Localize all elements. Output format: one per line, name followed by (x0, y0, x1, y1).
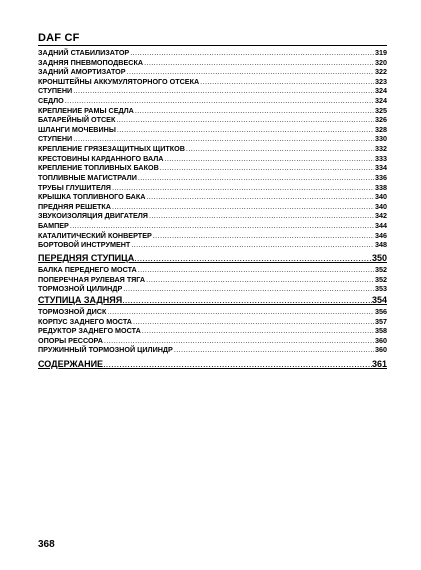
toc-entry-page: 356 (375, 307, 387, 316)
section-page: 354 (371, 295, 387, 305)
toc-entry[interactable] (38, 231, 387, 241)
toc-entry-page: 352 (375, 274, 387, 284)
leader-dots (200, 77, 374, 87)
toc-entry-page: 324 (375, 96, 387, 106)
toc-entry[interactable] (38, 58, 387, 68)
toc-entry-label: ТРУБЫ ГЛУШИТЕЛЯ (38, 182, 111, 192)
toc-entry[interactable] (38, 67, 387, 77)
toc-entry[interactable] (38, 86, 387, 96)
toc-entry[interactable] (38, 211, 387, 221)
toc-entry-page: 319 (375, 48, 387, 57)
toc-entry[interactable] (38, 221, 387, 231)
leader-dots (174, 345, 374, 355)
leader-dots (73, 86, 374, 96)
toc-entry[interactable] (38, 125, 387, 135)
toc-entry[interactable] (38, 275, 387, 285)
toc-entry-label: ТОПЛИВНЫЕ МАГИСТРАЛИ (38, 172, 137, 182)
toc-entry[interactable] (38, 336, 387, 346)
toc-entry-label: ПРУЖИННЫЙ ТОРМОЗНОЙ ЦИЛИНДР (38, 345, 173, 355)
toc-entry-page: 358 (375, 326, 387, 336)
leader-dots (123, 284, 374, 294)
leader-dots (153, 231, 374, 241)
toc-entry-label: БАЛКА ПЕРЕДНЕГО МОСТА (38, 265, 137, 274)
toc-entry[interactable] (38, 183, 387, 193)
leader-dots (149, 211, 374, 221)
leader-dots (146, 275, 374, 285)
leader-dots (104, 336, 374, 346)
toc-entry[interactable] (38, 144, 387, 154)
section-title: ПЕРЕДНЯЯ СТУПИЦА (38, 253, 135, 263)
section-page: 361 (371, 359, 387, 369)
toc-entry[interactable] (38, 192, 387, 202)
toc-entry-page: 340 (375, 192, 387, 202)
toc-entry-page: 360 (375, 345, 387, 355)
toc-entry[interactable] (38, 317, 387, 327)
toc-entry-label: ЗВУКОИЗОЛЯЦИЯ ДВИГАТЕЛЯ (38, 211, 148, 221)
toc-entry-page: 342 (375, 211, 387, 221)
toc-entry[interactable] (38, 173, 387, 183)
toc-entry-label: КРЕПЛЕНИЕ ГРЯЗЕЗАЩИТНЫХ ЩИТКОВ (38, 144, 185, 154)
toc-entry-page: 353 (375, 284, 387, 294)
toc-entry[interactable] (38, 115, 387, 125)
leader-dots (112, 183, 374, 193)
leader-dots (65, 96, 374, 106)
toc-entry-label: ПОПЕРЕЧНАЯ РУЛЕВАЯ ТЯГА (38, 274, 146, 284)
page-number: 368 (38, 539, 55, 550)
toc-entry-label: СТУПЕНИ (38, 134, 73, 144)
leader-dots (135, 106, 374, 116)
toc-section-front (38, 253, 387, 294)
leader-dots (138, 265, 374, 275)
section-title: СОДЕРЖАНИЕ (38, 359, 104, 369)
toc-entry[interactable] (38, 202, 387, 212)
toc-entry[interactable] (38, 307, 387, 317)
header-rule (38, 45, 387, 46)
toc-entry-label: РЕДУКТОР ЗАДНЕГО МОСТА (38, 326, 141, 336)
toc-section-contents (38, 359, 387, 370)
section-page: 350 (371, 253, 387, 263)
toc-entry-label: КРЕПЛЕНИЕ ТОПЛИВНЫХ БАКОВ (38, 163, 159, 173)
toc-entry-label: КРЕСТОВИНЫ КАРДАННОГО ВАЛА (38, 153, 164, 163)
toc-entry[interactable] (38, 134, 387, 144)
toc-section-rear (38, 295, 387, 355)
leader-dots (131, 240, 374, 250)
toc-entry-label: ПРЕДНЯЯ РЕШЕТКА (38, 201, 111, 211)
toc-entry-label: КОРПУС ЗАДНЕГО МОСТА (38, 316, 132, 326)
leader-dots (130, 48, 374, 58)
section-rear-items (38, 307, 387, 355)
toc-entry-page: 333 (375, 153, 387, 163)
toc-entry-page: 344 (375, 220, 387, 230)
section-heading-rear[interactable] (38, 295, 387, 306)
section-heading-contents[interactable] (38, 359, 387, 370)
toc-entry-page: 324 (375, 86, 387, 96)
toc-entry-label: ТОРМОЗНОЙ ДИСК (38, 307, 107, 316)
leader-dots (122, 295, 372, 306)
toc-entry[interactable] (38, 77, 387, 87)
toc-entry-page: 325 (375, 105, 387, 115)
leader-dots (164, 154, 374, 164)
toc-entry-label: КАТАЛИТИЧЕСКИЙ КОНВЕРТЕР (38, 230, 152, 240)
leader-dots (160, 163, 374, 173)
leader-dots (134, 253, 372, 264)
leader-dots (142, 326, 374, 336)
toc-entry-page: 360 (375, 335, 387, 345)
toc-entry-page: 326 (375, 115, 387, 125)
toc-entry[interactable] (38, 154, 387, 164)
leader-dots (186, 144, 374, 154)
toc-entry[interactable] (38, 326, 387, 336)
toc-entry-page: 334 (375, 163, 387, 173)
leader-dots (138, 173, 374, 183)
toc-entry-page: 340 (375, 201, 387, 211)
toc-entry[interactable] (38, 48, 387, 58)
toc-main-list (38, 48, 387, 250)
section-heading-front[interactable] (38, 253, 387, 264)
toc-entry-page: 352 (375, 265, 387, 274)
toc-entry-page: 336 (375, 172, 387, 182)
toc-entry[interactable] (38, 345, 387, 355)
toc-entry-label: ШЛАНГИ МОЧЕВИНЫ (38, 124, 116, 134)
toc-entry-label: ОПОРЫ РЕССОРА (38, 335, 103, 345)
toc-entry-page: 338 (375, 182, 387, 192)
toc-entry-label: КРОНШТЕЙНЫ АККУМУЛЯТОРНОГО ОТСЕКА (38, 76, 200, 86)
leader-dots (117, 125, 374, 135)
toc-entry-label: КРЫШКА ТОПЛИВНОГО БАКА (38, 192, 146, 202)
leader-dots (112, 202, 374, 212)
leader-dots (133, 317, 374, 327)
document-title: DAF CF (38, 32, 80, 44)
leader-dots (146, 192, 374, 202)
toc-entry-label: ЗАДНЯЯ ПНЕВМОПОДВЕСКА (38, 57, 144, 67)
leader-dots (107, 307, 374, 317)
toc-entry[interactable] (38, 240, 387, 250)
toc-entry-page: 346 (375, 230, 387, 240)
toc-entry[interactable] (38, 96, 387, 106)
toc-entry[interactable] (38, 265, 387, 275)
leader-dots (144, 58, 374, 68)
toc-entry-page: 328 (375, 124, 387, 134)
leader-dots (116, 115, 374, 125)
toc-entry-page: 330 (375, 134, 387, 144)
toc-entry-page: 320 (375, 57, 387, 67)
toc-entry[interactable] (38, 106, 387, 116)
section-front-items (38, 265, 387, 294)
section-title: СТУПИЦА ЗАДНЯЯ (38, 295, 123, 305)
toc-entry-page: 323 (375, 76, 387, 86)
leader-dots (70, 221, 374, 231)
toc-entry-page: 348 (375, 240, 387, 250)
toc-entry-page: 332 (375, 144, 387, 154)
toc-entry-label: БАТАРЕЙНЫЙ ОТСЕК (38, 115, 116, 125)
leader-dots (103, 359, 372, 370)
toc-entry[interactable] (38, 163, 387, 173)
toc-entry-label: ТОРМОЗНОЙ ЦИЛИНДР (38, 284, 123, 294)
toc-entry-label: ЗАДНИЙ СТАБИЛИЗАТОР (38, 48, 130, 57)
toc-entry-page: 322 (375, 67, 387, 77)
toc-entry-label: СЕДЛО (38, 96, 64, 106)
toc-entry-label: СТУПЕНИ (38, 86, 73, 96)
toc-entry-label: БОРТОВОЙ ИНСТРУМЕНТ (38, 240, 131, 250)
toc-entry-label: ЗАДНИЙ АМОРТИЗАТОР (38, 67, 126, 77)
toc-entry-label: БАМПЕР (38, 220, 69, 230)
leader-dots (127, 67, 374, 77)
toc-entry[interactable] (38, 284, 387, 294)
toc-entry-label: КРЕПЛЕНИЕ РАМЫ СЕДЛА (38, 105, 134, 115)
leader-dots (73, 134, 374, 144)
toc-entry-page: 357 (375, 316, 387, 326)
